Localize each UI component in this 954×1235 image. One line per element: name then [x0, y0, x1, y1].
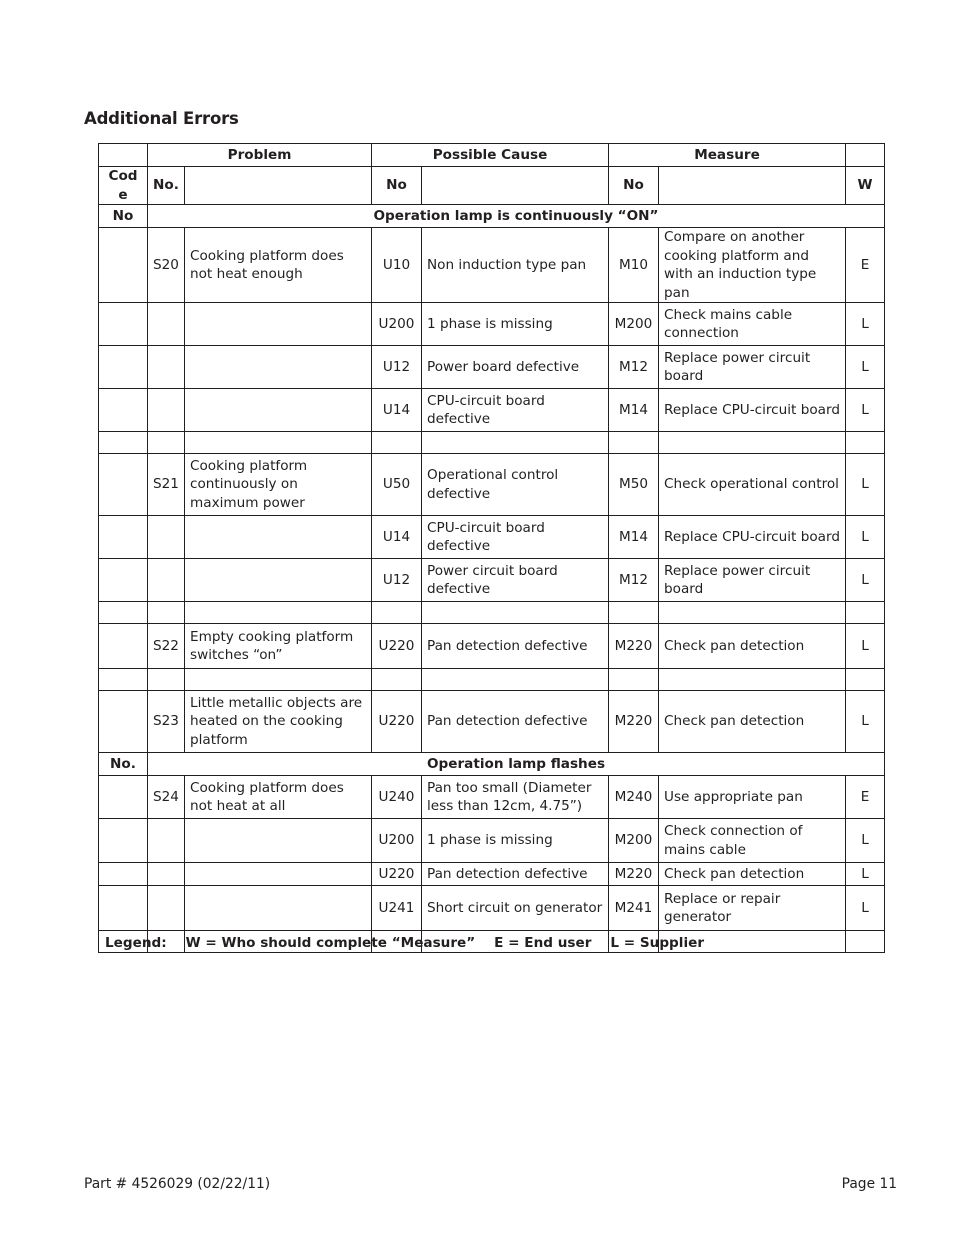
problem-no-cell: S20	[148, 228, 185, 303]
measure-no-cell: M220	[609, 691, 659, 753]
cause-no-cell: U14	[372, 516, 422, 559]
header-possible-cause: Possible Cause	[372, 144, 609, 167]
w-cell: L	[846, 624, 885, 669]
table-row	[99, 624, 885, 669]
empty-cell	[659, 669, 846, 691]
measure-no-cell: M12	[609, 559, 659, 602]
empty-cell	[99, 669, 148, 691]
cause-cell: Pan detection defective	[422, 691, 609, 753]
w-cell: L	[846, 863, 885, 886]
measure-no-cell: M220	[609, 863, 659, 886]
code-cell	[99, 624, 148, 669]
cause-no-cell: U220	[372, 624, 422, 669]
condition-code: No	[99, 205, 148, 228]
error-table-body	[99, 144, 885, 953]
empty-cell	[846, 669, 885, 691]
cause-no-cell: U12	[372, 346, 422, 389]
empty-cell	[609, 432, 659, 454]
measure-cell: Compare on another cooking platform and with an induction type pan	[659, 228, 846, 303]
code-cell	[99, 886, 148, 931]
table-row	[99, 303, 885, 346]
code-cell	[99, 516, 148, 559]
empty-cell	[846, 602, 885, 624]
empty-cell	[148, 602, 185, 624]
empty-cell	[99, 602, 148, 624]
measure-cell: Check pan detection	[659, 691, 846, 753]
problem-cell: Empty cooking platform switches “on”	[185, 624, 372, 669]
w-cell: L	[846, 454, 885, 516]
empty-cell	[185, 432, 372, 454]
measure-cell: Check pan detection	[659, 624, 846, 669]
cause-no-cell: U200	[372, 819, 422, 863]
measure-cell: Replace or repair generator	[659, 886, 846, 931]
w-cell: L	[846, 389, 885, 432]
header-measure: Measure	[609, 144, 846, 167]
table-row	[99, 516, 885, 559]
measure-cell: Replace power circuit board	[659, 346, 846, 389]
empty-cell	[422, 669, 609, 691]
problem-cell: Cooking platform continuously on maximum power	[185, 454, 372, 516]
empty-cell	[659, 602, 846, 624]
error-table	[98, 143, 885, 953]
table-row	[99, 863, 885, 886]
w-cell: L	[846, 303, 885, 346]
empty-cell	[372, 602, 422, 624]
spacer-row	[99, 602, 885, 624]
empty-cell	[185, 602, 372, 624]
code-cell	[99, 863, 148, 886]
measure-no-cell: M240	[609, 776, 659, 819]
cause-no-cell: U220	[372, 691, 422, 753]
header-problem-no: No.	[148, 167, 185, 205]
condition-code: No.	[99, 753, 148, 776]
empty-cell	[846, 931, 885, 953]
measure-no-cell: M12	[609, 346, 659, 389]
problem-cell	[185, 886, 372, 931]
cause-no-cell: U240	[372, 776, 422, 819]
cause-no-cell: U200	[372, 303, 422, 346]
table-row	[99, 228, 885, 303]
cause-no-cell: U12	[372, 559, 422, 602]
header-blank	[99, 144, 148, 167]
cause-no-cell: U220	[372, 863, 422, 886]
problem-no-cell: S21	[148, 454, 185, 516]
empty-cell	[185, 669, 372, 691]
empty-cell	[422, 432, 609, 454]
table-row	[99, 776, 885, 819]
problem-cell	[185, 303, 372, 346]
measure-no-cell: M50	[609, 454, 659, 516]
w-cell: L	[846, 346, 885, 389]
empty-cell	[422, 602, 609, 624]
measure-cell: Check operational control	[659, 454, 846, 516]
header-blank	[422, 167, 609, 205]
cause-no-cell: U241	[372, 886, 422, 931]
w-cell: L	[846, 819, 885, 863]
problem-no-cell	[148, 863, 185, 886]
w-cell: E	[846, 776, 885, 819]
measure-no-cell: M200	[609, 819, 659, 863]
condition-label: Operation lamp is continuously “ON”	[148, 205, 885, 228]
problem-cell	[185, 863, 372, 886]
empty-cell	[148, 432, 185, 454]
measure-cell: Replace CPU-circuit board	[659, 389, 846, 432]
problem-no-cell	[148, 389, 185, 432]
problem-cell: Cooking platform does not heat at all	[185, 776, 372, 819]
code-cell	[99, 454, 148, 516]
problem-no-cell: S24	[148, 776, 185, 819]
w-cell: L	[846, 559, 885, 602]
code-cell	[99, 228, 148, 303]
problem-cell	[185, 516, 372, 559]
measure-cell: Replace CPU-circuit board	[659, 516, 846, 559]
problem-no-cell	[148, 516, 185, 559]
measure-no-cell: M10	[609, 228, 659, 303]
table-row	[99, 454, 885, 516]
code-cell	[99, 389, 148, 432]
footer-page-number: Page 11	[841, 1176, 897, 1192]
header-blank	[185, 167, 372, 205]
header-row-1	[99, 144, 885, 167]
header-cause-no: No	[372, 167, 422, 205]
measure-no-cell: M200	[609, 303, 659, 346]
cause-cell: Non induction type pan	[422, 228, 609, 303]
w-cell: L	[846, 516, 885, 559]
w-cell: E	[846, 228, 885, 303]
cause-cell: 1 phase is missing	[422, 819, 609, 863]
cause-cell: Pan too small (Diameter less than 12cm, 4.75”)	[422, 776, 609, 819]
problem-no-cell	[148, 886, 185, 931]
w-cell: L	[846, 886, 885, 931]
problem-cell	[185, 819, 372, 863]
measure-no-cell: M241	[609, 886, 659, 931]
cause-cell: Power circuit board defective	[422, 559, 609, 602]
empty-cell	[846, 432, 885, 454]
section-title: Additional Errors	[84, 109, 239, 128]
table-row	[99, 346, 885, 389]
measure-no-cell: M14	[609, 516, 659, 559]
code-cell	[99, 691, 148, 753]
code-cell	[99, 819, 148, 863]
header-measure-no: No	[609, 167, 659, 205]
cause-cell: 1 phase is missing	[422, 303, 609, 346]
table-row	[99, 819, 885, 863]
empty-cell	[659, 432, 846, 454]
cause-cell: Operational control defective	[422, 454, 609, 516]
condition-row	[99, 205, 885, 228]
footer-part-number: Part # 4526029 (02/22/11)	[84, 1176, 271, 1192]
cause-cell: Power board defective	[422, 346, 609, 389]
measure-no-cell: M220	[609, 624, 659, 669]
empty-cell	[609, 669, 659, 691]
measure-cell: Use appropriate pan	[659, 776, 846, 819]
problem-no-cell	[148, 559, 185, 602]
spacer-row	[99, 669, 885, 691]
table-row	[99, 691, 885, 753]
header-blank	[846, 144, 885, 167]
cause-cell: Pan detection defective	[422, 624, 609, 669]
cause-cell: CPU-circuit board defective	[422, 389, 609, 432]
header-blank	[659, 167, 846, 205]
empty-cell	[372, 432, 422, 454]
cause-no-cell: U10	[372, 228, 422, 303]
header-w: W	[846, 167, 885, 205]
code-cell	[99, 303, 148, 346]
problem-cell	[185, 559, 372, 602]
measure-no-cell: M14	[609, 389, 659, 432]
measure-cell: Replace power circuit board	[659, 559, 846, 602]
measure-cell: Check connection of mains cable	[659, 819, 846, 863]
problem-cell: Little metallic objects are heated on the cooking platform	[185, 691, 372, 753]
code-cell	[99, 346, 148, 389]
problem-no-cell	[148, 819, 185, 863]
problem-no-cell: S22	[148, 624, 185, 669]
problem-cell	[185, 346, 372, 389]
cause-no-cell: U14	[372, 389, 422, 432]
spacer-row	[99, 432, 885, 454]
problem-no-cell	[148, 303, 185, 346]
code-cell	[99, 776, 148, 819]
code-cell	[99, 559, 148, 602]
problem-no-cell: S23	[148, 691, 185, 753]
cause-cell: CPU-circuit board defective	[422, 516, 609, 559]
table-row	[99, 389, 885, 432]
table-row	[99, 559, 885, 602]
problem-cell	[185, 389, 372, 432]
measure-cell: Check pan detection	[659, 863, 846, 886]
cause-cell: Short circuit on generator	[422, 886, 609, 931]
header-problem: Problem	[148, 144, 372, 167]
legend: Legend: W = Who should complete “Measure” E = End user L = Supplier	[105, 935, 705, 951]
problem-no-cell	[148, 346, 185, 389]
cause-cell: Pan detection defective	[422, 863, 609, 886]
cause-no-cell: U50	[372, 454, 422, 516]
empty-cell	[372, 669, 422, 691]
empty-cell	[148, 669, 185, 691]
condition-row	[99, 753, 885, 776]
measure-cell: Check mains cable connection	[659, 303, 846, 346]
empty-cell	[609, 602, 659, 624]
table-row	[99, 886, 885, 931]
header-code: Code	[99, 167, 148, 205]
w-cell: L	[846, 691, 885, 753]
header-row-2	[99, 167, 885, 205]
problem-cell: Cooking platform does not heat enough	[185, 228, 372, 303]
empty-cell	[99, 432, 148, 454]
condition-label: Operation lamp flashes	[148, 753, 885, 776]
